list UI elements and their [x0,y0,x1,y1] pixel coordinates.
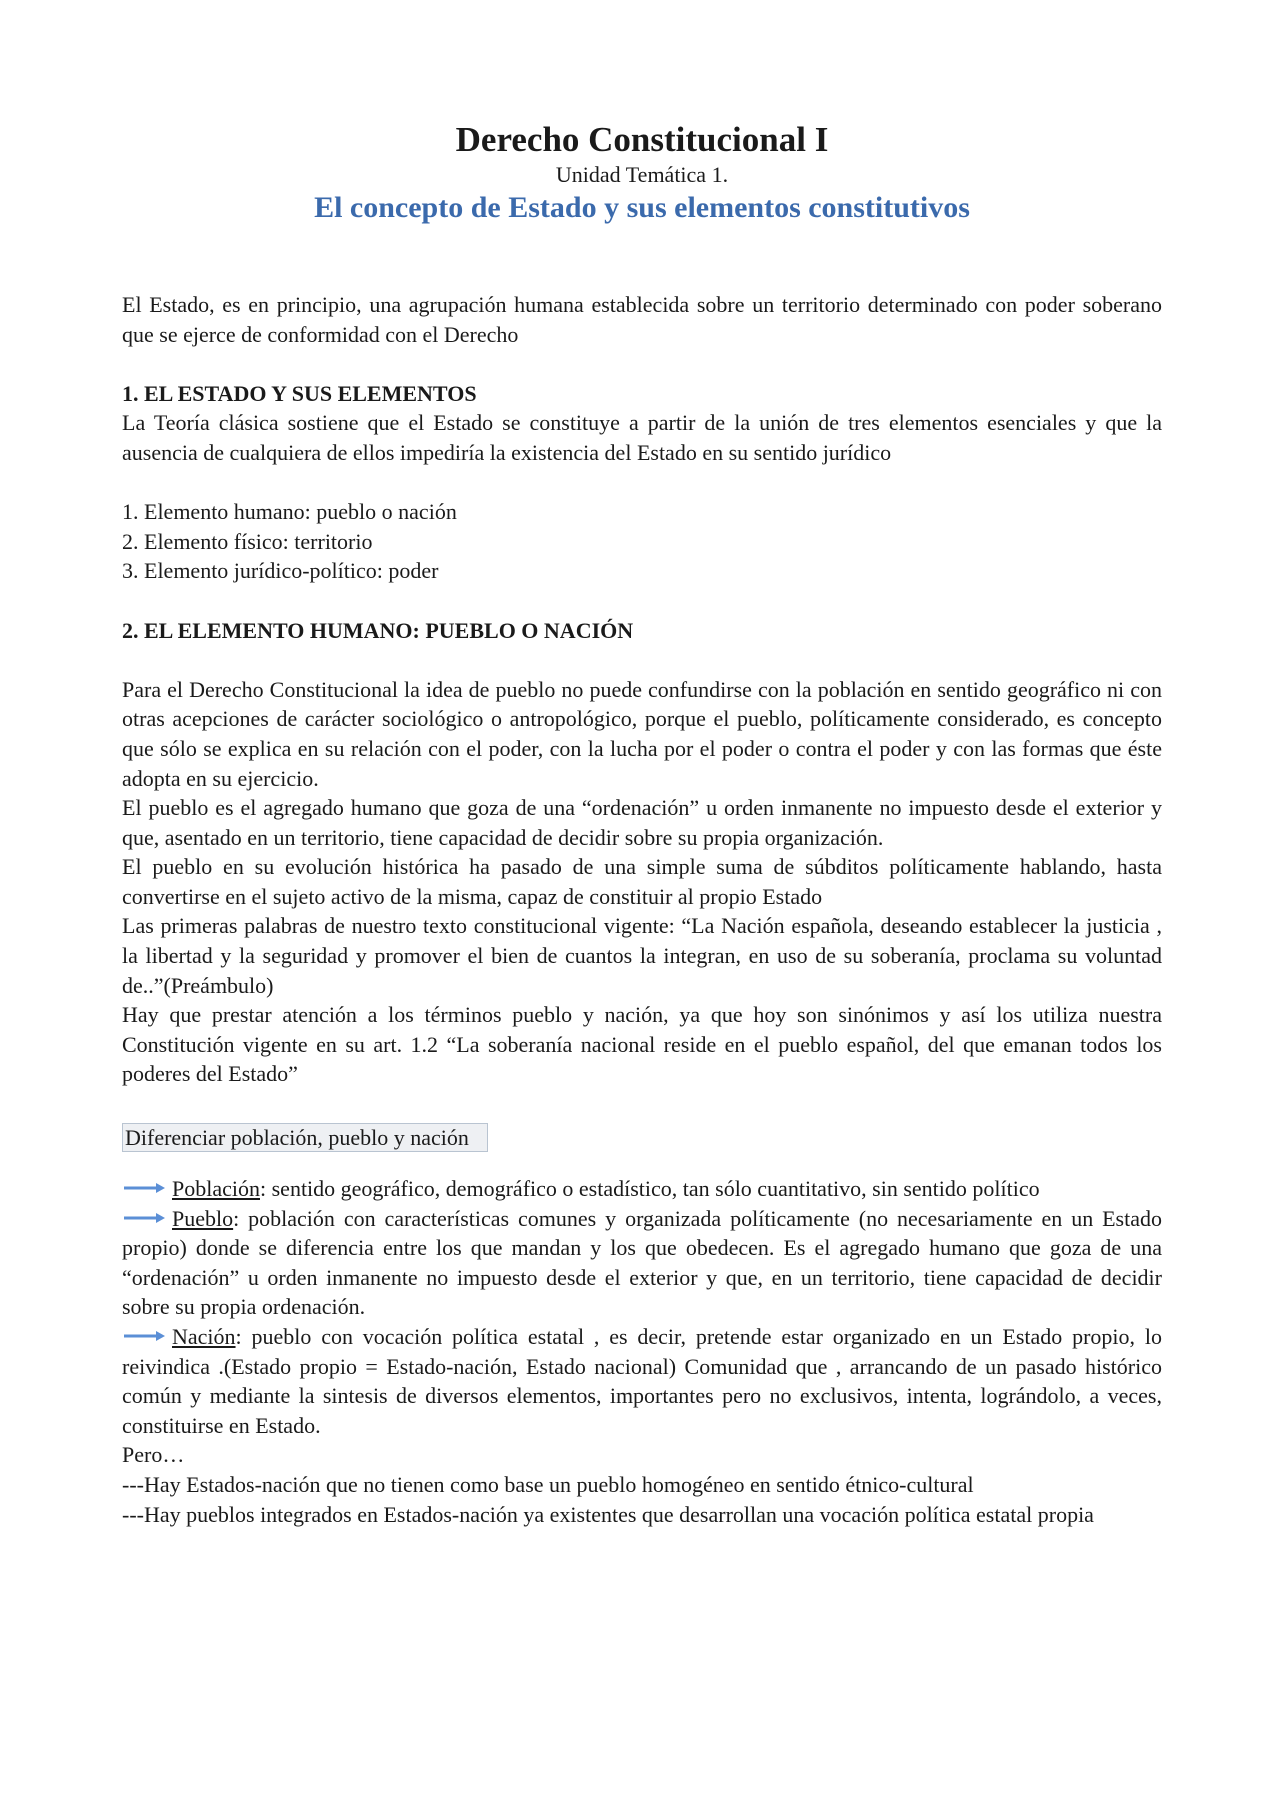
but-line: Pero… [122,1442,185,1468]
definition-poblacion [122,1174,1162,1204]
list-item: 3. Elemento jurídico-político: poder [122,558,439,584]
definition-text: : pueblo con vocación política estatal , es decir, pretende estar organizado en un Estado propio, lo reivindica .(Estado propio = Estado-nación, Estado nacional) Comunidad que , arrancando de un pasado histórico común y mediante la sintesis de diversos elementos, importantes pero no exclusivos, intenta, lográndolo, a veces, constituirse en Estado. [122,1324,1162,1438]
list-item: 1. Elemento humano: pueblo o nación [122,499,457,525]
section2-paragraph: Para el Derecho Constitucional la idea de pueblo no puede confundirse con la población en sentido geográfico ni con otras acepciones de carácter sociológico o antropológico, porque el pueblo, políticamente considerado, es concepto que sólo se explica en su relación con el poder, con la lucha por el poder o contra el poder y con las formas que éste adopta en su ejercicio. [122,676,1162,791]
list-item: 2. Elemento físico: territorio [122,528,373,554]
intro-paragraph: El Estado, es en principio, una agrupación humana establecida sobre un territorio determinado con poder soberano que se ejerce de conformidad con el Derecho [122,292,1162,347]
document-title: Derecho Constitucional I [455,120,829,159]
topic-title: El concepto de Estado y sus elementos constitutivos [314,191,970,224]
section2-paragraph: El pueblo en su evolución histórica ha pasado de una simple suma de súbditos políticamente hablando, hasta convertirse en el sujeto activo de la misma, capaz de constituir al propio Estado [122,854,1162,909]
definition-pueblo [122,1204,1162,1322]
section1-paragraph: La Teoría clásica sostiene que el Estado se constituye a partir de la unión de tres elementos esenciales y que la ausencia de cualquiera de ellos impediría la existencia del Estado en su sentido jurídico [122,410,1162,465]
section2-paragraph: Las primeras palabras de nuestro texto constitucional vigente: “La Nación española, deseando establecer la justicia , la libertad y la seguridad y promover el bien de cuantos la integran, en uso de su soberanía, proclama su voluntad de..”(Preámbulo) [122,913,1162,998]
right-arrow-icon [122,1182,166,1194]
note-line: ---Hay pueblos integrados en Estados-nación ya existentes que desarrollan una vocación política estatal propia [122,1501,1094,1527]
definition-nacion [122,1322,1162,1440]
section2-paragraph: El pueblo es el agregado humano que goza de una “ordenación” u orden inmanente no impuesto desde el exterior y que, asentado en un territorio, tiene capacidad de decidir sobre su propia organización. [122,795,1162,850]
section2-paragraph: Hay que prestar atención a los términos pueblo y nación, ya que hoy son sinónimos y así los utiliza nuestra Constitución vigente en su art. 1.2 “La soberanía nacional reside en el pueblo español, del que emanan todos los poderes del Estado” [122,1002,1162,1087]
term-label: Nación [172,1324,236,1349]
right-arrow-icon [122,1212,166,1224]
section1-heading: 1. EL ESTADO Y SUS ELEMENTOS [122,380,477,406]
term-label: Pueblo [172,1205,234,1231]
term-label: Población [172,1176,260,1202]
unit-label: Unidad Temática 1. [555,162,729,187]
definition-text: : población con características comunes y organizada políticamente (no necesariamente en un Estado propio) donde se diferencia entre los que mandan y los que obedecen. Es el agregado humano que goza de una “ordenación” u orden inmanente no impuesto desde el exterior y que, en un territorio, tiene capacidad de decidir sobre su propia ordenación. [122,1205,1162,1320]
right-arrow-icon [122,1330,166,1342]
definition-text: : sentido geográfico, demográfico o estadístico, tan sólo cuantitativo, sin sentido político [260,1176,1040,1202]
note-line: ---Hay Estados-nación que no tienen como base un pueblo homogéneo en sentido étnico-cultural [122,1471,974,1497]
document-page [122,118,1162,1529]
section2-heading: 2. EL ELEMENTO HUMANO: PUEBLO O NACIÓN [122,617,634,643]
differentiate-box: Diferenciar población, pueblo y nación [122,1123,488,1152]
